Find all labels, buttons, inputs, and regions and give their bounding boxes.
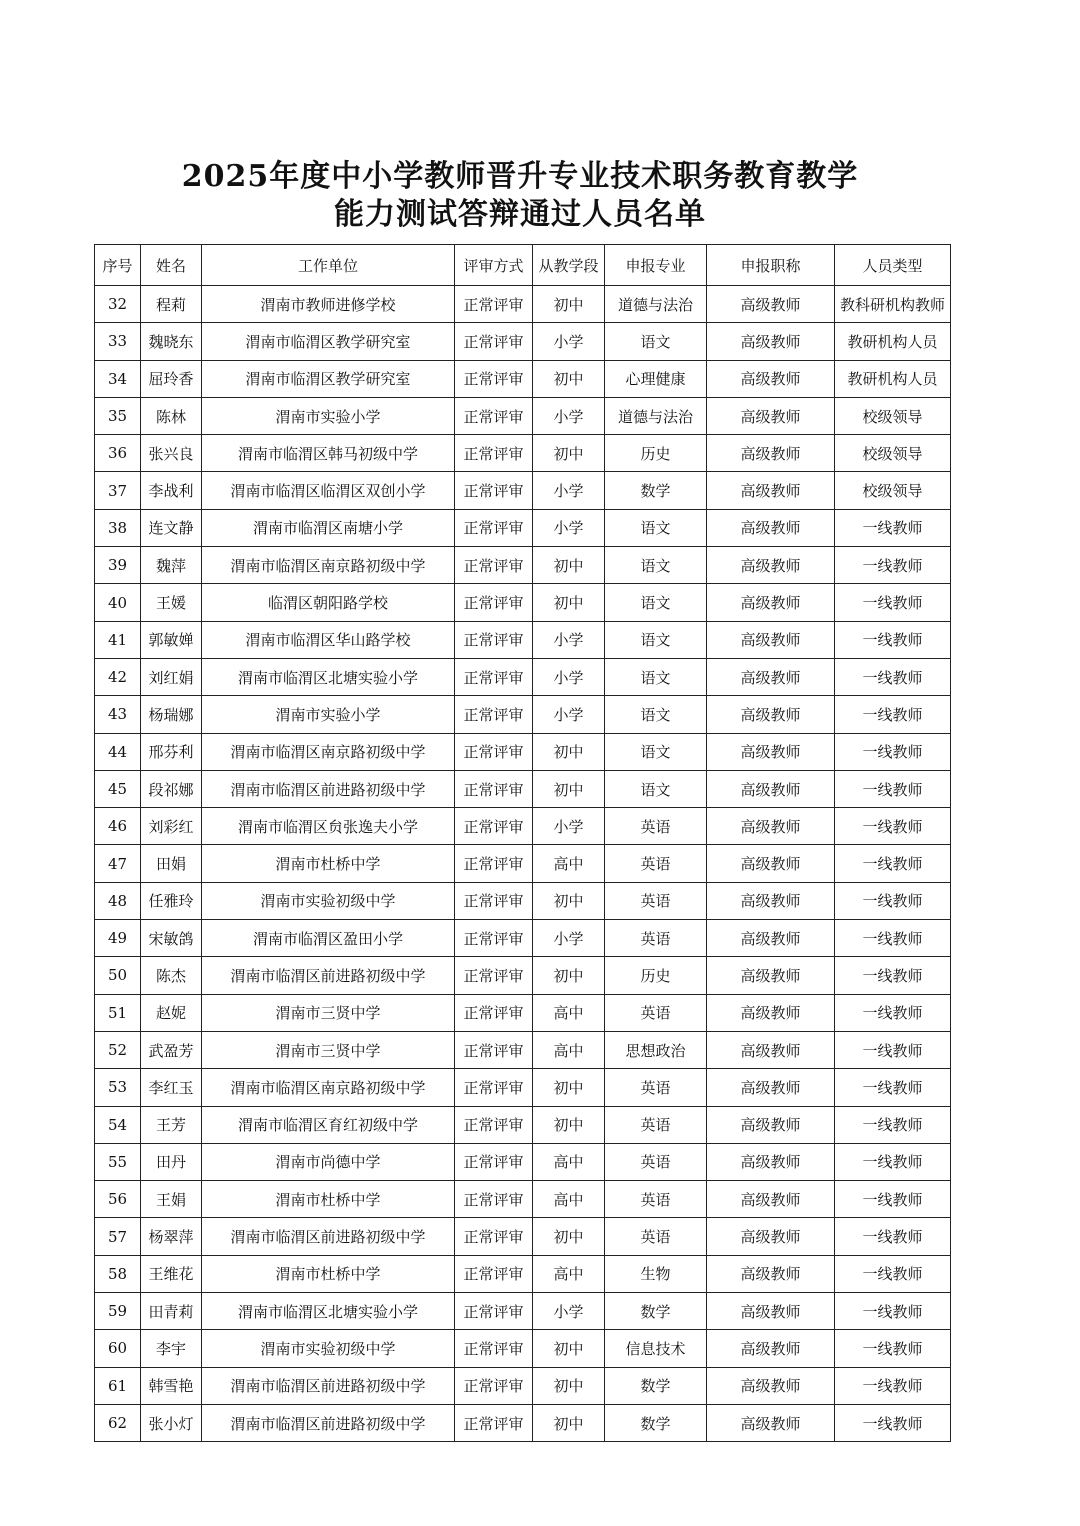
cell-title-applied: 高级教师 <box>707 957 835 994</box>
cell-teaching-level: 小学 <box>533 472 605 509</box>
cell-staff-type: 一线教师 <box>835 957 951 994</box>
cell-staff-type: 一线教师 <box>835 696 951 733</box>
cell-work-unit: 渭南市临渭区南京路初级中学 <box>202 1069 455 1106</box>
cell-teaching-level: 小学 <box>533 1293 605 1330</box>
cell-staff-type: 一线教师 <box>835 1218 951 1255</box>
table-row <box>95 1106 951 1143</box>
cell-title-applied: 高级教师 <box>707 584 835 621</box>
cell-work-unit: 渭南市实验小学 <box>202 397 455 434</box>
cell-staff-type: 一线教师 <box>835 1367 951 1404</box>
cell-work-unit: 渭南市临渭区贠张逸夫小学 <box>202 808 455 845</box>
table-row <box>95 994 951 1031</box>
cell-title-applied: 高级教师 <box>707 696 835 733</box>
title-line-2: 能力测试答辩通过人员名单 <box>334 197 706 232</box>
document-title <box>0 158 1040 234</box>
cell-title-applied: 高级教师 <box>707 658 835 695</box>
table-header-row <box>95 245 951 286</box>
cell-review-method: 正常评审 <box>455 1255 533 1292</box>
cell-work-unit: 渭南市杜桥中学 <box>202 1181 455 1218</box>
cell-staff-type: 一线教师 <box>835 808 951 845</box>
cell-title-applied: 高级教师 <box>707 360 835 397</box>
cell-teaching-level: 初中 <box>533 286 605 323</box>
cell-work-unit: 渭南市临渭区南塘小学 <box>202 509 455 546</box>
cell-subject: 语文 <box>605 323 707 360</box>
cell-index: 52 <box>95 1031 141 1068</box>
cell-subject: 数学 <box>605 1367 707 1404</box>
cell-staff-type: 一线教师 <box>835 1330 951 1367</box>
cell-staff-type: 一线教师 <box>835 509 951 546</box>
cell-subject: 英语 <box>605 1069 707 1106</box>
cell-title-applied: 高级教师 <box>707 882 835 919</box>
cell-teaching-level: 初中 <box>533 1367 605 1404</box>
cell-work-unit: 渭南市临渭区前进路初级中学 <box>202 1404 455 1441</box>
cell-staff-type: 一线教师 <box>835 845 951 882</box>
cell-subject: 信息技术 <box>605 1330 707 1367</box>
cell-review-method: 正常评审 <box>455 323 533 360</box>
cell-index: 35 <box>95 397 141 434</box>
cell-teaching-level: 小学 <box>533 621 605 658</box>
cell-subject: 英语 <box>605 920 707 957</box>
cell-staff-type: 一线教师 <box>835 621 951 658</box>
cell-teaching-level: 小学 <box>533 509 605 546</box>
cell-subject: 语文 <box>605 584 707 621</box>
cell-title-applied: 高级教师 <box>707 547 835 584</box>
cell-subject: 英语 <box>605 994 707 1031</box>
cell-work-unit: 渭南市临渭区前进路初级中学 <box>202 770 455 807</box>
cell-index: 54 <box>95 1106 141 1143</box>
cell-staff-type: 一线教师 <box>835 584 951 621</box>
table-row <box>95 323 951 360</box>
cell-subject: 思想政治 <box>605 1031 707 1068</box>
cell-subject: 英语 <box>605 882 707 919</box>
cell-work-unit: 渭南市临渭区南京路初级中学 <box>202 733 455 770</box>
cell-work-unit: 渭南市教师进修学校 <box>202 286 455 323</box>
cell-name: 韩雪艳 <box>141 1367 202 1404</box>
cell-name: 邢芬利 <box>141 733 202 770</box>
cell-name: 宋敏鸽 <box>141 920 202 957</box>
cell-teaching-level: 高中 <box>533 1255 605 1292</box>
cell-review-method: 正常评审 <box>455 472 533 509</box>
cell-staff-type: 一线教师 <box>835 1143 951 1180</box>
table-row <box>95 1143 951 1180</box>
column-header-work-unit: 工作单位 <box>202 245 455 286</box>
cell-subject: 数学 <box>605 472 707 509</box>
cell-teaching-level: 高中 <box>533 1181 605 1218</box>
cell-teaching-level: 高中 <box>533 1143 605 1180</box>
cell-subject: 英语 <box>605 1218 707 1255</box>
cell-review-method: 正常评审 <box>455 509 533 546</box>
cell-name: 段祁娜 <box>141 770 202 807</box>
cell-review-method: 正常评审 <box>455 584 533 621</box>
cell-title-applied: 高级教师 <box>707 1106 835 1143</box>
cell-index: 62 <box>95 1404 141 1441</box>
cell-subject: 语文 <box>605 621 707 658</box>
cell-index: 55 <box>95 1143 141 1180</box>
cell-teaching-level: 初中 <box>533 1106 605 1143</box>
cell-name: 李战利 <box>141 472 202 509</box>
cell-title-applied: 高级教师 <box>707 472 835 509</box>
cell-work-unit: 渭南市临渭区临渭区双创小学 <box>202 472 455 509</box>
cell-name: 连文静 <box>141 509 202 546</box>
cell-name: 赵妮 <box>141 994 202 1031</box>
table-row <box>95 472 951 509</box>
cell-name: 武盈芳 <box>141 1031 202 1068</box>
column-header-title-applied: 申报职称 <box>707 245 835 286</box>
table-row <box>95 957 951 994</box>
cell-name: 田娟 <box>141 845 202 882</box>
cell-review-method: 正常评审 <box>455 1404 533 1441</box>
cell-teaching-level: 小学 <box>533 920 605 957</box>
cell-index: 56 <box>95 1181 141 1218</box>
cell-staff-type: 教研机构人员 <box>835 323 951 360</box>
cell-work-unit: 渭南市临渭区南京路初级中学 <box>202 547 455 584</box>
cell-name: 魏晓东 <box>141 323 202 360</box>
table-row <box>95 696 951 733</box>
table-row <box>95 1293 951 1330</box>
cell-name: 陈杰 <box>141 957 202 994</box>
cell-subject: 心理健康 <box>605 360 707 397</box>
cell-index: 42 <box>95 658 141 695</box>
cell-index: 34 <box>95 360 141 397</box>
cell-subject: 语文 <box>605 509 707 546</box>
cell-teaching-level: 小学 <box>533 397 605 434</box>
table-row <box>95 1031 951 1068</box>
table-row <box>95 882 951 919</box>
cell-index: 36 <box>95 435 141 472</box>
cell-work-unit: 渭南市临渭区前进路初级中学 <box>202 1218 455 1255</box>
cell-name: 杨翠萍 <box>141 1218 202 1255</box>
cell-name: 陈林 <box>141 397 202 434</box>
table-row <box>95 733 951 770</box>
cell-subject: 英语 <box>605 1143 707 1180</box>
cell-teaching-level: 初中 <box>533 435 605 472</box>
cell-review-method: 正常评审 <box>455 733 533 770</box>
cell-title-applied: 高级教师 <box>707 397 835 434</box>
cell-review-method: 正常评审 <box>455 994 533 1031</box>
cell-teaching-level: 小学 <box>533 323 605 360</box>
cell-name: 李宇 <box>141 1330 202 1367</box>
table-row <box>95 845 951 882</box>
cell-name: 刘彩红 <box>141 808 202 845</box>
table-row <box>95 286 951 323</box>
cell-index: 58 <box>95 1255 141 1292</box>
cell-teaching-level: 小学 <box>533 808 605 845</box>
cell-index: 59 <box>95 1293 141 1330</box>
cell-name: 李红玉 <box>141 1069 202 1106</box>
cell-title-applied: 高级教师 <box>707 1293 835 1330</box>
cell-subject: 生物 <box>605 1255 707 1292</box>
cell-staff-type: 校级领导 <box>835 472 951 509</box>
cell-review-method: 正常评审 <box>455 1181 533 1218</box>
cell-title-applied: 高级教师 <box>707 1367 835 1404</box>
cell-staff-type: 一线教师 <box>835 1255 951 1292</box>
cell-work-unit: 渭南市临渭区华山路学校 <box>202 621 455 658</box>
cell-subject: 语文 <box>605 658 707 695</box>
cell-index: 39 <box>95 547 141 584</box>
cell-work-unit: 渭南市临渭区北塘实验小学 <box>202 658 455 695</box>
column-header-staff-type: 人员类型 <box>835 245 951 286</box>
column-header-name: 姓名 <box>141 245 202 286</box>
cell-staff-type: 一线教师 <box>835 733 951 770</box>
cell-index: 45 <box>95 770 141 807</box>
cell-staff-type: 一线教师 <box>835 658 951 695</box>
cell-work-unit: 临渭区朝阳路学校 <box>202 584 455 621</box>
roster-table <box>94 244 951 1442</box>
column-header-teaching-level: 从教学段 <box>533 245 605 286</box>
cell-name: 田青莉 <box>141 1293 202 1330</box>
cell-review-method: 正常评审 <box>455 1143 533 1180</box>
cell-title-applied: 高级教师 <box>707 994 835 1031</box>
cell-index: 47 <box>95 845 141 882</box>
cell-teaching-level: 高中 <box>533 1031 605 1068</box>
table-row <box>95 808 951 845</box>
cell-staff-type: 一线教师 <box>835 1069 951 1106</box>
cell-work-unit: 渭南市临渭区韩马初级中学 <box>202 435 455 472</box>
table-row <box>95 435 951 472</box>
cell-review-method: 正常评审 <box>455 696 533 733</box>
cell-name: 刘红娟 <box>141 658 202 695</box>
table-row <box>95 360 951 397</box>
cell-title-applied: 高级教师 <box>707 435 835 472</box>
cell-teaching-level: 初中 <box>533 1069 605 1106</box>
cell-review-method: 正常评审 <box>455 658 533 695</box>
cell-staff-type: 一线教师 <box>835 1404 951 1441</box>
cell-index: 48 <box>95 882 141 919</box>
column-header-subject: 申报专业 <box>605 245 707 286</box>
cell-subject: 英语 <box>605 1106 707 1143</box>
cell-staff-type: 一线教师 <box>835 994 951 1031</box>
cell-staff-type: 一线教师 <box>835 1031 951 1068</box>
table-row <box>95 770 951 807</box>
cell-index: 46 <box>95 808 141 845</box>
cell-review-method: 正常评审 <box>455 770 533 807</box>
cell-title-applied: 高级教师 <box>707 1330 835 1367</box>
column-header-review-method: 评审方式 <box>455 245 533 286</box>
table-row <box>95 621 951 658</box>
cell-subject: 数学 <box>605 1293 707 1330</box>
cell-name: 王娟 <box>141 1181 202 1218</box>
cell-subject: 语文 <box>605 733 707 770</box>
cell-teaching-level: 初中 <box>533 882 605 919</box>
cell-name: 郭敏婵 <box>141 621 202 658</box>
cell-name: 张小灯 <box>141 1404 202 1441</box>
cell-work-unit: 渭南市实验小学 <box>202 696 455 733</box>
cell-staff-type: 校级领导 <box>835 397 951 434</box>
cell-review-method: 正常评审 <box>455 920 533 957</box>
cell-name: 屈玲香 <box>141 360 202 397</box>
cell-subject: 英语 <box>605 845 707 882</box>
cell-title-applied: 高级教师 <box>707 323 835 360</box>
cell-index: 33 <box>95 323 141 360</box>
table-row <box>95 1404 951 1441</box>
table-row <box>95 1255 951 1292</box>
title-line-1: 2025年度中小学教师晋升专业技术职务教育教学 <box>181 159 859 194</box>
table-row <box>95 658 951 695</box>
cell-teaching-level: 初中 <box>533 957 605 994</box>
cell-staff-type: 一线教师 <box>835 920 951 957</box>
cell-review-method: 正常评审 <box>455 435 533 472</box>
cell-title-applied: 高级教师 <box>707 1069 835 1106</box>
cell-title-applied: 高级教师 <box>707 733 835 770</box>
table-row <box>95 1367 951 1404</box>
cell-title-applied: 高级教师 <box>707 286 835 323</box>
cell-work-unit: 渭南市临渭区教学研究室 <box>202 323 455 360</box>
cell-work-unit: 渭南市临渭区盈田小学 <box>202 920 455 957</box>
cell-staff-type: 一线教师 <box>835 1181 951 1218</box>
cell-work-unit: 渭南市实验初级中学 <box>202 1330 455 1367</box>
cell-index: 61 <box>95 1367 141 1404</box>
cell-index: 57 <box>95 1218 141 1255</box>
cell-review-method: 正常评审 <box>455 1031 533 1068</box>
cell-title-applied: 高级教师 <box>707 1181 835 1218</box>
cell-title-applied: 高级教师 <box>707 1218 835 1255</box>
cell-index: 32 <box>95 286 141 323</box>
cell-teaching-level: 小学 <box>533 658 605 695</box>
cell-staff-type: 教科研机构教师 <box>835 286 951 323</box>
cell-review-method: 正常评审 <box>455 1367 533 1404</box>
cell-work-unit: 渭南市杜桥中学 <box>202 845 455 882</box>
cell-teaching-level: 小学 <box>533 696 605 733</box>
cell-subject: 语文 <box>605 547 707 584</box>
cell-staff-type: 一线教师 <box>835 770 951 807</box>
cell-review-method: 正常评审 <box>455 621 533 658</box>
cell-review-method: 正常评审 <box>455 397 533 434</box>
cell-title-applied: 高级教师 <box>707 1404 835 1441</box>
cell-subject: 数学 <box>605 1404 707 1441</box>
cell-work-unit: 渭南市三贤中学 <box>202 1031 455 1068</box>
cell-review-method: 正常评审 <box>455 808 533 845</box>
cell-review-method: 正常评审 <box>455 1106 533 1143</box>
cell-teaching-level: 初中 <box>533 1330 605 1367</box>
cell-index: 60 <box>95 1330 141 1367</box>
cell-teaching-level: 初中 <box>533 547 605 584</box>
cell-review-method: 正常评审 <box>455 1330 533 1367</box>
table-row <box>95 509 951 546</box>
cell-teaching-level: 初中 <box>533 733 605 770</box>
cell-work-unit: 渭南市临渭区育红初级中学 <box>202 1106 455 1143</box>
cell-staff-type: 一线教师 <box>835 1106 951 1143</box>
cell-subject: 英语 <box>605 1181 707 1218</box>
cell-name: 杨瑞娜 <box>141 696 202 733</box>
cell-name: 王媛 <box>141 584 202 621</box>
cell-review-method: 正常评审 <box>455 360 533 397</box>
cell-title-applied: 高级教师 <box>707 808 835 845</box>
cell-work-unit: 渭南市尚德中学 <box>202 1143 455 1180</box>
cell-title-applied: 高级教师 <box>707 1255 835 1292</box>
cell-index: 50 <box>95 957 141 994</box>
cell-teaching-level: 初中 <box>533 360 605 397</box>
cell-subject: 历史 <box>605 957 707 994</box>
cell-name: 田丹 <box>141 1143 202 1180</box>
table-row <box>95 1181 951 1218</box>
cell-staff-type: 一线教师 <box>835 547 951 584</box>
cell-title-applied: 高级教师 <box>707 621 835 658</box>
cell-name: 魏萍 <box>141 547 202 584</box>
cell-name: 王维花 <box>141 1255 202 1292</box>
cell-review-method: 正常评审 <box>455 845 533 882</box>
cell-subject: 英语 <box>605 808 707 845</box>
cell-index: 44 <box>95 733 141 770</box>
cell-review-method: 正常评审 <box>455 1218 533 1255</box>
cell-index: 40 <box>95 584 141 621</box>
cell-index: 38 <box>95 509 141 546</box>
table-row <box>95 920 951 957</box>
cell-review-method: 正常评审 <box>455 957 533 994</box>
cell-teaching-level: 高中 <box>533 994 605 1031</box>
cell-name: 王芳 <box>141 1106 202 1143</box>
column-header-index: 序号 <box>95 245 141 286</box>
table-row <box>95 547 951 584</box>
cell-staff-type: 一线教师 <box>835 1293 951 1330</box>
cell-teaching-level: 初中 <box>533 584 605 621</box>
cell-work-unit: 渭南市实验初级中学 <box>202 882 455 919</box>
cell-work-unit: 渭南市临渭区前进路初级中学 <box>202 957 455 994</box>
cell-teaching-level: 高中 <box>533 845 605 882</box>
cell-teaching-level: 初中 <box>533 770 605 807</box>
cell-staff-type: 一线教师 <box>835 882 951 919</box>
cell-review-method: 正常评审 <box>455 286 533 323</box>
table-row <box>95 1218 951 1255</box>
cell-subject: 语文 <box>605 770 707 807</box>
cell-subject: 语文 <box>605 696 707 733</box>
cell-title-applied: 高级教师 <box>707 770 835 807</box>
cell-review-method: 正常评审 <box>455 1069 533 1106</box>
cell-subject: 道德与法治 <box>605 397 707 434</box>
cell-subject: 历史 <box>605 435 707 472</box>
cell-work-unit: 渭南市三贤中学 <box>202 994 455 1031</box>
cell-index: 53 <box>95 1069 141 1106</box>
cell-title-applied: 高级教师 <box>707 1143 835 1180</box>
cell-index: 43 <box>95 696 141 733</box>
cell-work-unit: 渭南市临渭区北塘实验小学 <box>202 1293 455 1330</box>
cell-title-applied: 高级教师 <box>707 920 835 957</box>
table-row <box>95 584 951 621</box>
cell-name: 张兴良 <box>141 435 202 472</box>
cell-staff-type: 校级领导 <box>835 435 951 472</box>
cell-title-applied: 高级教师 <box>707 845 835 882</box>
table-row <box>95 1069 951 1106</box>
cell-index: 41 <box>95 621 141 658</box>
cell-name: 任雅玲 <box>141 882 202 919</box>
cell-index: 51 <box>95 994 141 1031</box>
cell-staff-type: 教研机构人员 <box>835 360 951 397</box>
cell-teaching-level: 初中 <box>533 1404 605 1441</box>
cell-index: 37 <box>95 472 141 509</box>
cell-work-unit: 渭南市杜桥中学 <box>202 1255 455 1292</box>
table-body <box>95 286 951 1442</box>
cell-title-applied: 高级教师 <box>707 1031 835 1068</box>
cell-work-unit: 渭南市临渭区前进路初级中学 <box>202 1367 455 1404</box>
cell-review-method: 正常评审 <box>455 547 533 584</box>
cell-review-method: 正常评审 <box>455 882 533 919</box>
cell-subject: 道德与法治 <box>605 286 707 323</box>
cell-index: 49 <box>95 920 141 957</box>
cell-title-applied: 高级教师 <box>707 509 835 546</box>
cell-review-method: 正常评审 <box>455 1293 533 1330</box>
cell-name: 程莉 <box>141 286 202 323</box>
cell-work-unit: 渭南市临渭区教学研究室 <box>202 360 455 397</box>
table-row <box>95 397 951 434</box>
table-row <box>95 1330 951 1367</box>
cell-teaching-level: 初中 <box>533 1218 605 1255</box>
